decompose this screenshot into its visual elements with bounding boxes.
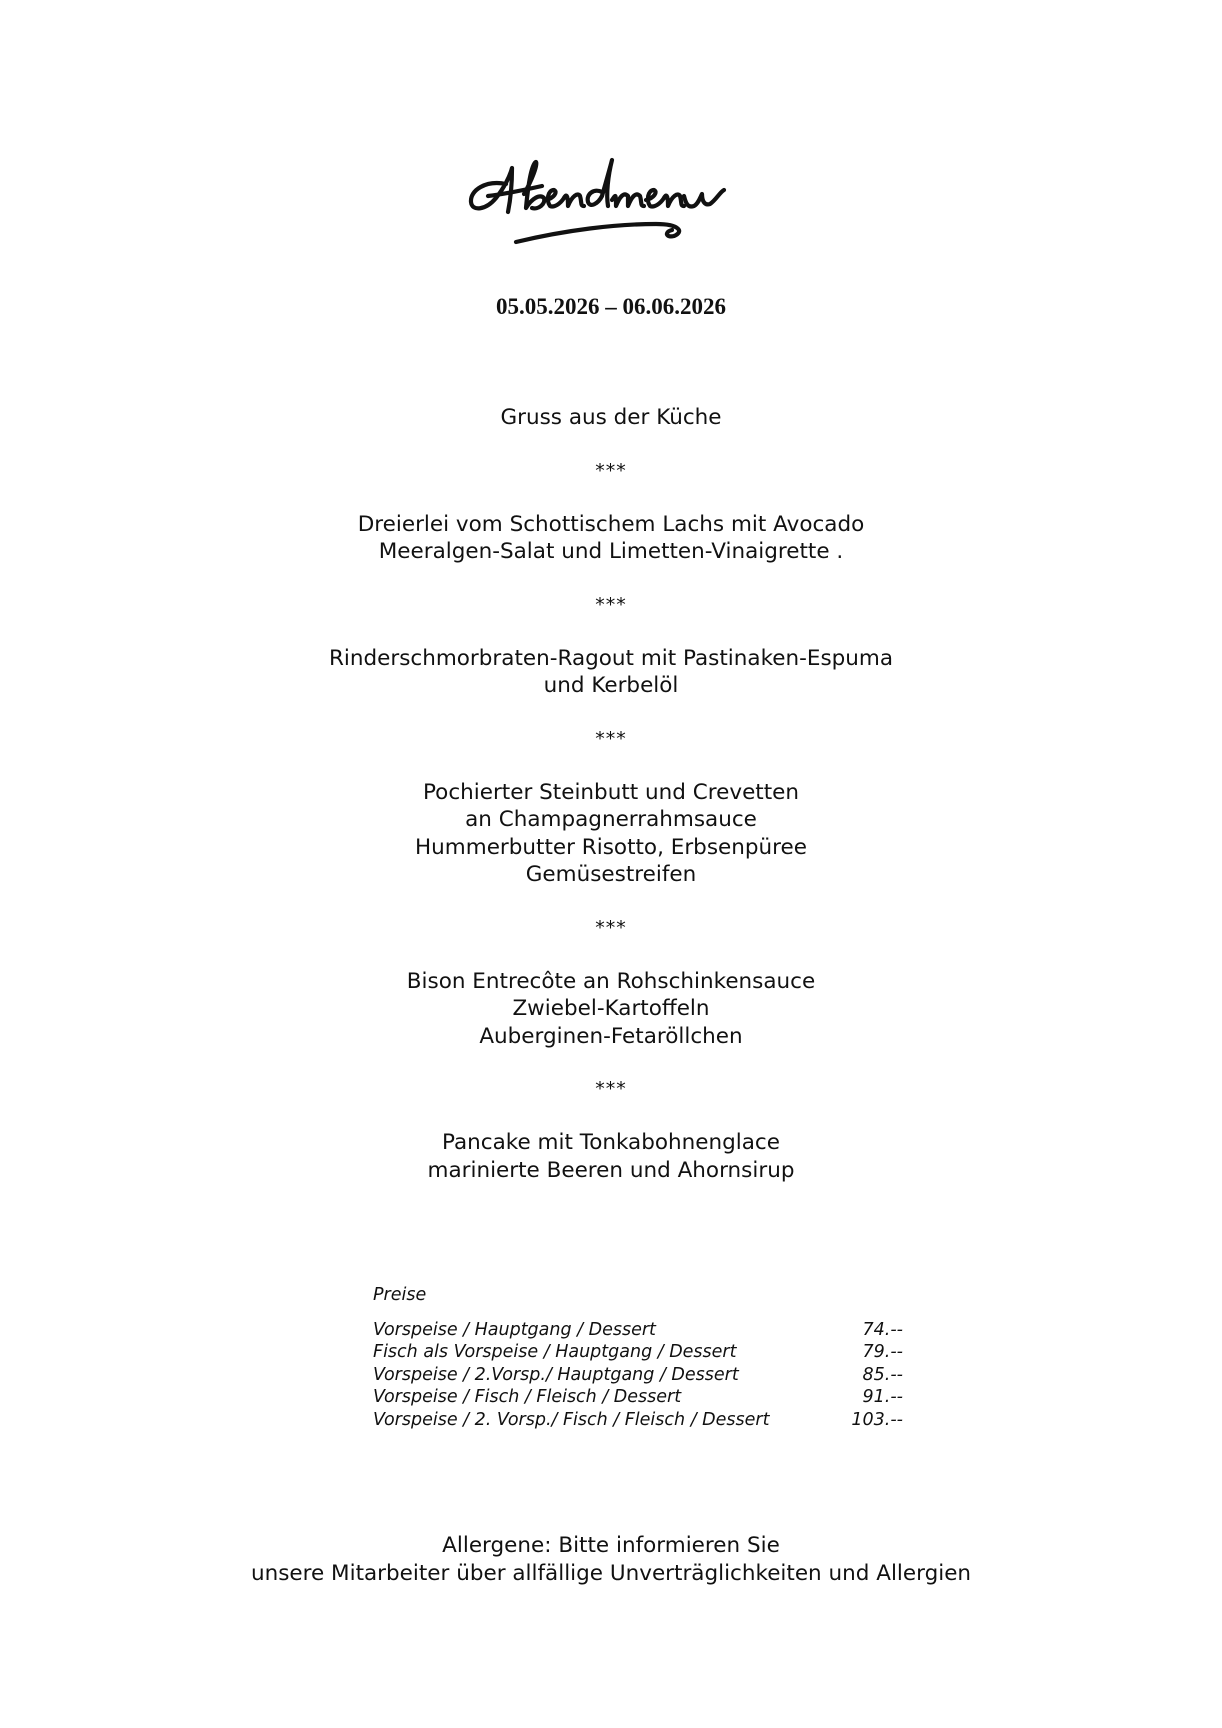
handwritten-title-logo bbox=[466, 150, 766, 262]
price-row-amount: 103.-- bbox=[851, 1409, 903, 1430]
price-row-label: Vorspeise / Fisch / Fleisch / Dessert bbox=[373, 1387, 682, 1407]
abendmenu-logo bbox=[466, 150, 766, 262]
course-line: marinierte Beeren und Ahornsirup bbox=[427, 1157, 795, 1183]
price-row bbox=[373, 1409, 903, 1432]
allergen-line: unsere Mitarbeiter über allfällige Unverträglichkeiten und Allergien bbox=[250, 1560, 972, 1586]
course-line: und Kerbelöl bbox=[543, 673, 679, 698]
course-line: Bison Entrecôte an Rohschinkensauce bbox=[406, 968, 816, 994]
allergen-notice bbox=[0, 1532, 1222, 1587]
course-beef-ragout bbox=[0, 645, 1222, 700]
course-line: Gruss aus der Küche bbox=[500, 405, 722, 430]
price-list-title: Preise bbox=[373, 1285, 427, 1305]
price-list bbox=[373, 1284, 903, 1431]
course-line: Dreierlei vom Schottischem Lachs mit Avocado bbox=[357, 511, 865, 537]
course-line: Gemüsestreifen bbox=[525, 862, 697, 887]
course-amuse-bouche bbox=[0, 404, 1222, 432]
course-line: Pochierter Steinbutt und Crevetten bbox=[422, 779, 800, 805]
course-separator: *** bbox=[595, 727, 627, 750]
price-row-label: Vorspeise / 2. Vorsp./ Fisch / Fleisch / Dessert bbox=[373, 1409, 770, 1430]
course-fish bbox=[0, 779, 1222, 889]
course-separator: *** bbox=[595, 916, 627, 939]
price-row-label: Vorspeise / Hauptgang / Dessert bbox=[373, 1319, 656, 1340]
price-row bbox=[373, 1364, 903, 1387]
course-separator: *** bbox=[595, 1078, 627, 1100]
price-row bbox=[373, 1386, 903, 1409]
price-row bbox=[373, 1341, 903, 1364]
price-row-amount: 74.-- bbox=[862, 1319, 903, 1340]
course-line: Auberginen-Fetaröllchen bbox=[479, 1023, 743, 1049]
price-row bbox=[373, 1319, 903, 1342]
price-row-amount: 85.-- bbox=[862, 1364, 903, 1385]
course-line: Pancake mit Tonkabohnenglace bbox=[442, 1130, 780, 1155]
course-line: Meeralgen-Salat und Limetten-Vinaigrette . bbox=[378, 539, 844, 564]
date-range: 05.05.2026 – 06.06.2026 bbox=[496, 294, 726, 319]
course-line: Hummerbutter Risotto, Erbsenpüree bbox=[415, 834, 807, 860]
course-meat bbox=[0, 968, 1222, 1051]
course-line: Zwiebel-Kartoffeln bbox=[512, 996, 710, 1021]
course-dessert bbox=[0, 1129, 1222, 1184]
course-salmon-starter bbox=[0, 511, 1222, 566]
price-row-label: Vorspeise / 2.Vorsp./ Hauptgang / Dessert bbox=[373, 1364, 739, 1385]
price-row-label: Fisch als Vorspeise / Hauptgang / Dessert bbox=[373, 1342, 737, 1362]
allergen-line: Allergene: Bitte informieren Sie bbox=[442, 1533, 780, 1558]
course-separator: *** bbox=[595, 459, 627, 482]
course-list bbox=[0, 404, 1222, 1184]
course-line: Rinderschmorbraten-Ragout mit Pastinaken-Espuma bbox=[328, 645, 894, 671]
price-row-amount: 91.-- bbox=[862, 1387, 903, 1407]
price-row-amount: 79.-- bbox=[862, 1342, 903, 1362]
course-line: an Champagnerrahmsauce bbox=[465, 807, 757, 832]
course-separator: *** bbox=[595, 593, 627, 616]
